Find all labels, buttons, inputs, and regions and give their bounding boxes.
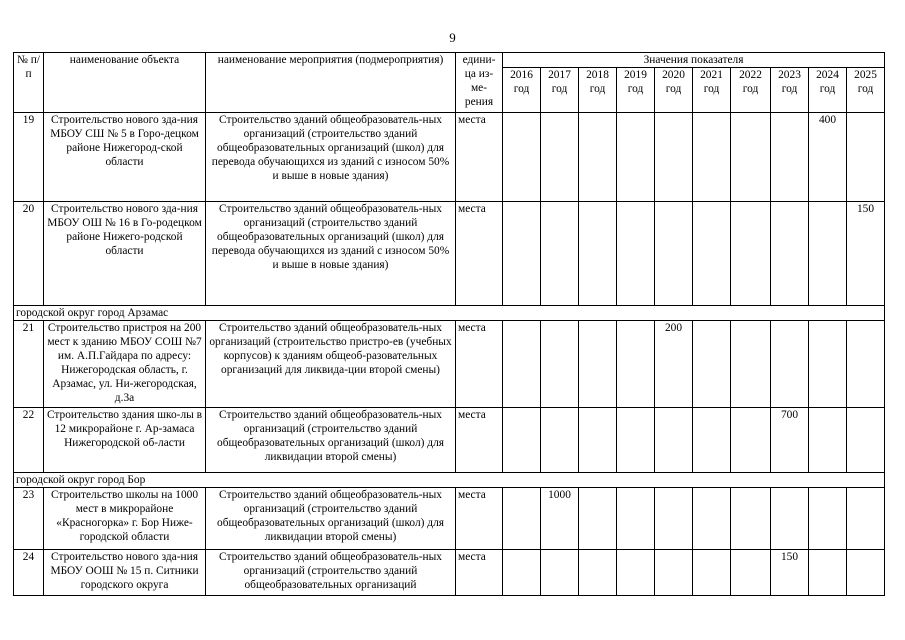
unit-cell: места (456, 113, 503, 202)
value-cell (693, 488, 731, 550)
value-cell: 150 (771, 550, 809, 596)
value-cell (579, 550, 617, 596)
value-cell (771, 488, 809, 550)
header-row (14, 53, 885, 68)
activity-name: Строительство зданий общеобразователь-ных организаций (строительство пристро-ев (учебных корпусов) к зданиям общеоб-разовательных организаций для ликвида-ции второй смены) (206, 321, 456, 408)
indicators-table (13, 52, 885, 596)
value-cell (693, 202, 731, 306)
value-cell (503, 408, 541, 473)
activity-name: Строительство зданий общеобразователь-ных организаций (строительство зданий общеобразовательных организаций (школ) для перевода обучающихся из зданий с износом 50% и выше в новые здания) (206, 202, 456, 306)
value-cell (655, 202, 693, 306)
value-cell (617, 488, 655, 550)
object-name: Строительство пристроя на 200 мест к зданию МБОУ СОШ №7 им. А.П.Гайдара по адресу: Нижегородская область, г. Арзамас, ул. Ни-жегородская, д.3а (44, 321, 206, 408)
value-cell (655, 113, 693, 202)
value-cell: 700 (771, 408, 809, 473)
header-values-title: Значения показателя (503, 53, 885, 68)
object-name: Строительство здания шко-лы в 12 микрорайоне г. Ар-замаса Нижегородской об-ласти (44, 408, 206, 473)
value-cell (655, 550, 693, 596)
value-cell (731, 408, 771, 473)
value-cell (809, 321, 847, 408)
header-year: 2017 год (541, 68, 579, 113)
row-number: 22 (14, 408, 44, 473)
value-cell (655, 408, 693, 473)
value-cell (731, 488, 771, 550)
value-cell (809, 202, 847, 306)
header-year: 2020 год (655, 68, 693, 113)
value-cell (771, 113, 809, 202)
table-row (14, 202, 885, 306)
unit-cell: места (456, 550, 503, 596)
unit-cell: места (456, 321, 503, 408)
value-cell (693, 113, 731, 202)
header-year: 2024 год (809, 68, 847, 113)
section-row (14, 306, 885, 321)
value-cell: 1000 (541, 488, 579, 550)
value-cell (617, 408, 655, 473)
value-cell (617, 202, 655, 306)
activity-name: Строительство зданий общеобразователь-ных организаций (строительство зданий общеобразовательных организаций (206, 550, 456, 596)
value-cell (847, 408, 885, 473)
header-year: 2021 год (693, 68, 731, 113)
header-year: 2016 год (503, 68, 541, 113)
value-cell (503, 488, 541, 550)
section-title: городской округ город Арзамас (14, 306, 885, 321)
value-cell (579, 321, 617, 408)
activity-name: Строительство зданий общеобразователь-ных организаций (строительство зданий общеобразовательных организаций (школ) для перевода обучающихся из зданий с износом 50% и выше в новые здания) (206, 113, 456, 202)
value-cell (541, 202, 579, 306)
object-name: Строительство нового зда-ния МБОУ СШ № 5 в Горо-децком районе Нижегород-ской области (44, 113, 206, 202)
value-cell (503, 550, 541, 596)
table-row (14, 113, 885, 202)
value-cell (541, 113, 579, 202)
value-cell: 200 (655, 321, 693, 408)
value-cell (771, 202, 809, 306)
value-cell (847, 113, 885, 202)
unit-cell: места (456, 488, 503, 550)
value-cell (809, 488, 847, 550)
header-year: 2019 год (617, 68, 655, 113)
header-year: 2023 год (771, 68, 809, 113)
value-cell (617, 321, 655, 408)
row-number: 23 (14, 488, 44, 550)
activity-name: Строительство зданий общеобразователь-ных организаций (строительство зданий общеобразовательных организаций (школ) для ликвидации второй смены) (206, 408, 456, 473)
value-cell (693, 408, 731, 473)
value-cell (847, 321, 885, 408)
header-activity: наименование мероприятия (подмероприятия) (206, 53, 456, 113)
value-cell (809, 408, 847, 473)
header-year: 2025 год (847, 68, 885, 113)
value-cell (579, 408, 617, 473)
object-name: Строительство школы на 1000 мест в микрорайоне «Красногорка» г. Бор Ниже-городской области (44, 488, 206, 550)
value-cell (579, 488, 617, 550)
value-cell (579, 202, 617, 306)
value-cell (693, 321, 731, 408)
value-cell (731, 113, 771, 202)
value-cell (541, 321, 579, 408)
row-number: 24 (14, 550, 44, 596)
value-cell (847, 550, 885, 596)
value-cell (503, 321, 541, 408)
value-cell: 400 (809, 113, 847, 202)
table-row (14, 321, 885, 408)
row-number: 21 (14, 321, 44, 408)
value-cell (579, 113, 617, 202)
value-cell (617, 113, 655, 202)
object-name: Строительство нового зда-ния МБОУ ОШ № 16 в Го-родецком районе Нижего-родской области (44, 202, 206, 306)
table-row (14, 408, 885, 473)
row-number: 19 (14, 113, 44, 202)
row-number: 20 (14, 202, 44, 306)
table-row (14, 550, 885, 596)
header-num: № п/п (14, 53, 44, 113)
value-cell (731, 321, 771, 408)
object-name: Строительство нового зда-ния МБОУ ООШ № 15 п. Ситники городского округа (44, 550, 206, 596)
value-cell (541, 550, 579, 596)
activity-name: Строительство зданий общеобразователь-ных организаций (строительство зданий общеобразовательных организаций (школ) для ликвидации второй смены) (206, 488, 456, 550)
value-cell: 150 (847, 202, 885, 306)
value-cell (655, 488, 693, 550)
unit-cell: места (456, 202, 503, 306)
section-row (14, 473, 885, 488)
value-cell (503, 113, 541, 202)
header-year: 2022 год (731, 68, 771, 113)
unit-cell: места (456, 408, 503, 473)
value-cell (731, 550, 771, 596)
value-cell (731, 202, 771, 306)
header-year: 2018 год (579, 68, 617, 113)
page-number: 9 (449, 30, 456, 45)
value-cell (541, 408, 579, 473)
section-title: городской округ город Бор (14, 473, 885, 488)
value-cell (771, 321, 809, 408)
value-cell (847, 488, 885, 550)
header-unit: едини-ца из-ме-рения (456, 53, 503, 113)
value-cell (617, 550, 655, 596)
value-cell (693, 550, 731, 596)
value-cell (809, 550, 847, 596)
table-body (14, 113, 885, 596)
value-cell (503, 202, 541, 306)
header-object: наименование объекта (44, 53, 206, 113)
table-row (14, 488, 885, 550)
